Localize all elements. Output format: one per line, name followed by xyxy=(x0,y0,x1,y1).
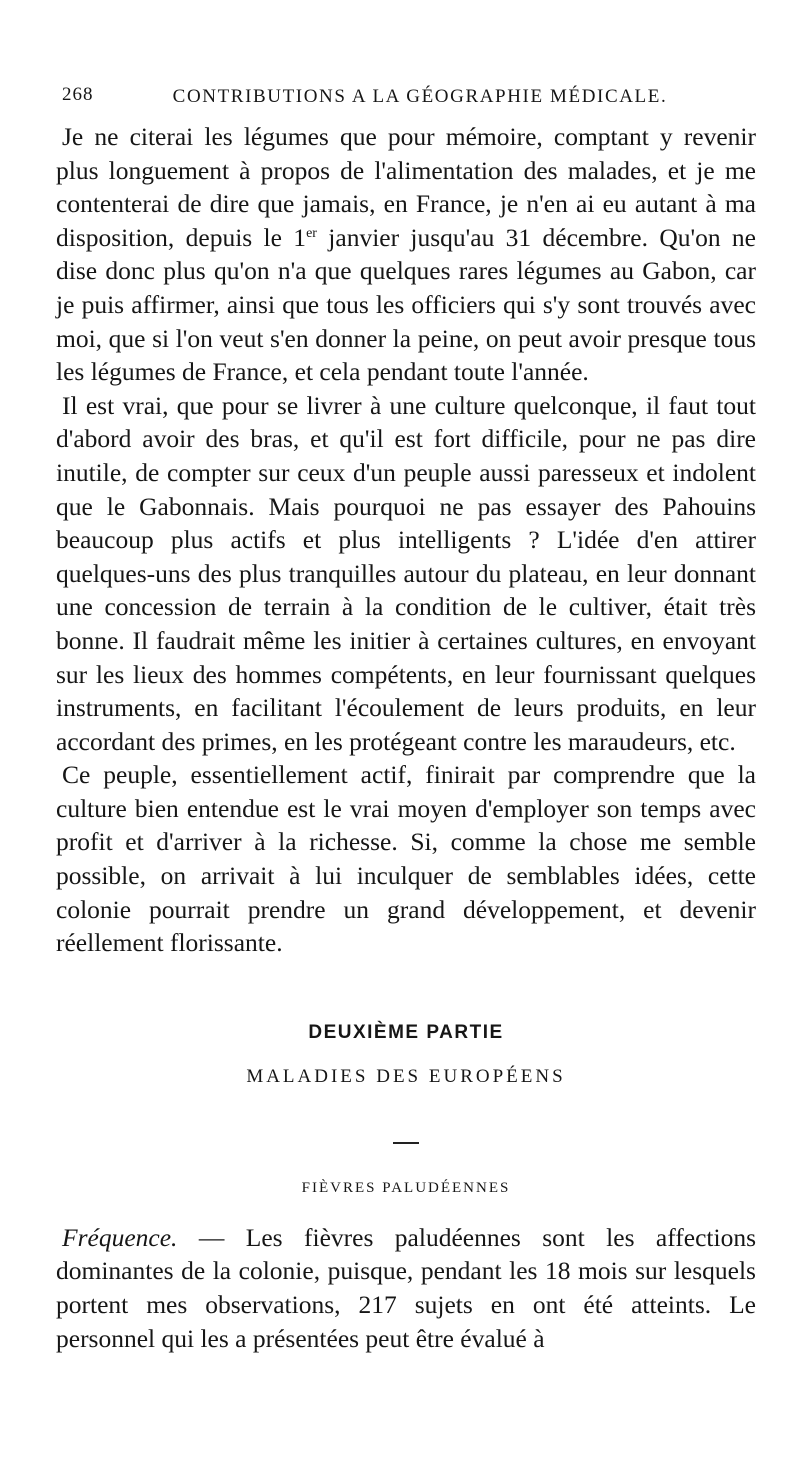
page-number: 268 xyxy=(62,84,94,105)
paragraph-legumes-end: janvier jusqu'au 31 décembre. Qu'on ne dise donc plus qu'on n'a que quelques rares légumes au Gabon, car je puis affirmer, ainsi que tous les officiers qui s'y sont trouvés avec moi, que si l'on veut s'en donner la peine, on peut avoir presque tous les légumes de France, et cela pendant toute l'année. xyxy=(56,222,756,387)
section-divider xyxy=(393,1142,419,1144)
part-heading: DEUXIÈME PARTIE xyxy=(308,1021,504,1043)
paragraph-culture: Il est vrai, que pour se livrer à une culture quelconque, il faut tout d'abord avoir des bras, et qu'il est fort difficile, pour ne pas dire inutile, de compter sur ceux d'un peuple aussi paresseux et indolent que le Gabonnais. Mais pourquoi ne pas essayer des Pahouins beaucoup plus actifs et plus intelligents ? L'idée d'en attirer quelques-uns des plus tranquilles autour du plateau, en leur donnant une concession de terrain à la condition de le cultiver, était très bonne. Il faudrait même les initier à certaines cultures, en envoyant sur les lieux des hommes compétents, en leur fournissant quelques instruments, en facilitant l'écoulement de leurs produits, en leur accordant des primes, en les protégeant contre les maraudeurs, etc. xyxy=(56,390,756,756)
paragraph-legumes-start: Je ne citerai les légumes que pour mémoire, comptant y revenir plus longuement à propos de l'alimentation des malades, et je me contenterai de dire que jamais, en France, je n'en ai eu autant à ma disposition, depuis le 1 xyxy=(56,122,756,252)
superscript-er: er xyxy=(306,225,317,241)
paragraph-frequence xyxy=(56,1221,756,1355)
text-block xyxy=(56,120,756,1355)
paragraph-frequence-text: — Les fièvres paludéennes sont les affections dominantes de la colonie, puisque, pendant les 18 mois sur lesquels portent mes observations, 217 sujets en ont été atteints. Le personnel qui les a présentées peut être évalué à xyxy=(56,1222,756,1353)
section-heading: FIÈVRES PALUDÉENNES xyxy=(301,1179,511,1196)
paragraph-legumes xyxy=(56,120,756,389)
paragraph-peuple: Ce peuple, essentiellement actif, finirait par comprendre que la culture bien entendue est le vrai moyen d'employer son temps avec profit et d'arriver à la richesse. Si, comme la chose me semble possible, on arrivait à lui inculquer de semblables idées, cette colonie pourrait prendre un grand développement, et devenir réellement florissante. xyxy=(56,760,756,958)
paragraph-lead-term: Fréquence. xyxy=(62,1222,178,1252)
running-title: CONTRIBUTIONS A LA GÉOGRAPHIE MÉDICALE. xyxy=(172,86,668,107)
part-subheading: MALADIES DES EUROPÉENS xyxy=(246,1065,566,1087)
